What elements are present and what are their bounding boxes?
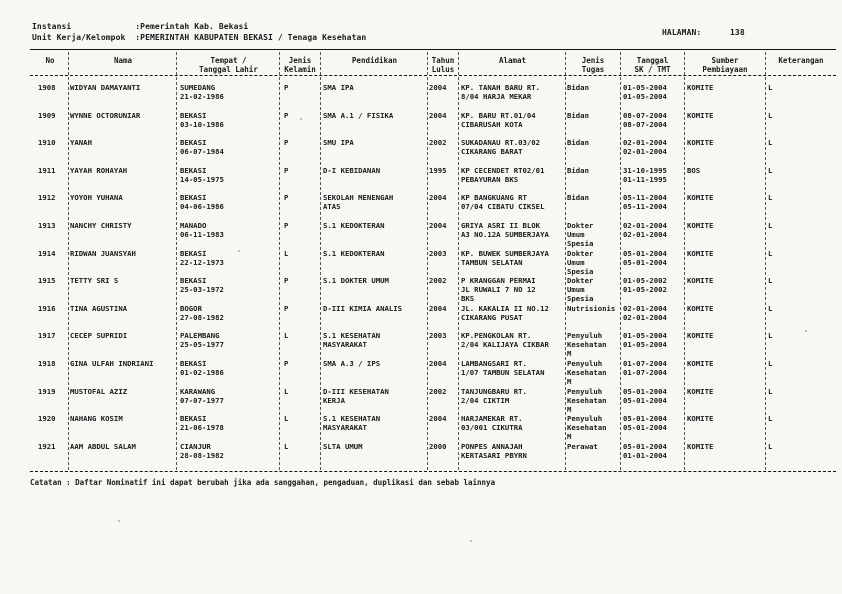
- col-header-keterangan: Keterangan: [778, 56, 824, 65]
- cell-no: 1913: [38, 221, 56, 230]
- column-divider: [565, 52, 566, 470]
- cell-pend1: SMA A.3 / IPS: [323, 359, 381, 368]
- cell-ket: L: [768, 359, 773, 368]
- cell-no: 1914: [38, 248, 56, 258]
- halaman-label: HALAMAN:: [662, 28, 702, 37]
- cell-tugas3: Spesia: [567, 294, 594, 304]
- cell-nama: WYNNE OCTORUNIAR: [70, 110, 141, 120]
- cell-jk: P: [284, 165, 289, 175]
- cell-tugas1: Penyuluh: [567, 359, 603, 368]
- cell-tahun: 2002: [429, 276, 447, 286]
- col-header-pembiayaan: Pembiayaan: [702, 65, 748, 74]
- column-divider: [458, 52, 459, 470]
- cell-jk: P: [284, 276, 289, 286]
- cell-nama: YOYOH YUHANA: [70, 193, 123, 203]
- cell-ket: L: [768, 221, 773, 230]
- cell-no: 1919: [38, 386, 56, 396]
- cell-alamat1: LAMBANGSARI RT.: [461, 359, 527, 368]
- cell-alamat2: CIKARANG PUSAT: [461, 312, 523, 322]
- cell-jk: L: [284, 248, 289, 258]
- cell-tahun: 2002: [429, 138, 447, 148]
- column-divider: [620, 52, 621, 470]
- column-divider: [765, 52, 766, 470]
- cell-alamat2: JL RUWALI 7 NO 12: [461, 285, 536, 295]
- scan-speck: [118, 520, 120, 522]
- cell-tempat: BEKASI: [180, 110, 207, 120]
- cell-ket: L: [768, 414, 773, 424]
- cell-tugas3: Spesia: [567, 266, 594, 276]
- cell-tugas1: Penyuluh: [567, 386, 603, 396]
- cell-pend1: D-III KESEHATAN: [323, 386, 389, 396]
- cell-sk1: 01-05-2004: [623, 331, 667, 341]
- col-header-no: No: [45, 56, 55, 65]
- cell-tgl: 03-10-1986: [180, 119, 224, 129]
- col-header-alamat: Alamat: [498, 56, 527, 65]
- cell-jk: L: [284, 386, 289, 396]
- cell-alamat2: 03/001 CIKUTRA: [461, 423, 523, 433]
- cell-no: 1918: [38, 359, 56, 368]
- cell-jk: P: [284, 193, 289, 203]
- scan-speck: [470, 540, 472, 542]
- cell-alamat1: PONPES ANNAJAH: [461, 441, 523, 451]
- cell-tahun: 2000: [429, 441, 447, 451]
- cell-sk2: 05-11-2004: [623, 202, 667, 212]
- cell-pend1: SLTA UMUM: [323, 441, 363, 451]
- cell-tahun: 2004: [429, 83, 447, 92]
- cell-nama: AAM ABDUL SALAM: [70, 441, 136, 451]
- cell-tempat: CIANJUR: [180, 441, 211, 451]
- cell-alamat2: 8/04 HARJA MEKAR: [461, 92, 532, 101]
- cell-tgl: 25-05-1977: [180, 340, 224, 350]
- cell-sk2: 02-01-2004: [623, 230, 667, 239]
- cell-tugas1: Dokter: [567, 221, 594, 230]
- cell-sk2: 08-07-2004: [623, 119, 667, 129]
- cell-tgl: 22-12-1973: [180, 257, 224, 267]
- cell-sk1: 01-05-2004: [623, 83, 667, 92]
- cell-sumber: KOMITE: [687, 110, 714, 120]
- cell-alamat2: PEBAYURAN BKS: [461, 174, 519, 184]
- cell-tugas1: Bidan: [567, 83, 589, 92]
- cell-pend1: S.1 KEDOKTERAN: [323, 248, 385, 258]
- cell-jk: P: [284, 110, 289, 120]
- cell-tugas3: M: [567, 377, 572, 386]
- cell-sk2: 05-01-2004: [623, 257, 667, 267]
- cell-tgl: 06-07-1984: [180, 147, 224, 157]
- column-divider: [176, 52, 177, 470]
- cell-pend2: MASYARAKAT: [323, 340, 367, 350]
- cell-alamat1: KP CECENDET RT02/01: [461, 165, 545, 175]
- cell-no: 1915: [38, 276, 56, 286]
- cell-ket: L: [768, 441, 773, 451]
- cell-tugas1: Dokter: [567, 276, 594, 286]
- cell-tugas2: Umum: [567, 257, 585, 267]
- column-divider: [684, 52, 685, 470]
- cell-nama: YANAH: [70, 138, 92, 148]
- cell-alamat1: P KRANGGAN PERMAI: [461, 276, 536, 286]
- cell-no: 1917: [38, 331, 56, 341]
- cell-tahun: 2003: [429, 331, 447, 341]
- cell-no: 1909: [38, 110, 56, 120]
- cell-sk2: 01-05-2004: [623, 92, 667, 101]
- cell-tugas1: Penyuluh: [567, 331, 603, 341]
- cell-ket: L: [768, 110, 773, 120]
- cell-tugas1: Bidan: [567, 193, 589, 203]
- cell-jk: P: [284, 359, 289, 368]
- cell-alamat1: TANJUNGBARU RT.: [461, 386, 527, 396]
- cell-tempat: BEKASI: [180, 276, 207, 286]
- cell-tugas1: Dokter: [567, 248, 594, 258]
- cell-tgl: 06-11-1983: [180, 230, 224, 239]
- cell-sk1: 31-10-1995: [623, 165, 667, 175]
- cell-ket: L: [768, 138, 773, 148]
- cell-tahun: 2003: [429, 248, 447, 258]
- cell-sk2: 01-01-2004: [623, 450, 667, 460]
- cell-nama: WIDYAN DAMAYANTI: [70, 83, 141, 92]
- col-header-sk-tmt: SK / TMT: [634, 65, 671, 74]
- scan-speck: [300, 118, 302, 120]
- cell-tugas1: Penyuluh: [567, 414, 603, 424]
- cell-sk2: 01-05-2004: [623, 340, 667, 350]
- cell-pend1: S.1 KEDOKTERAN: [323, 221, 385, 230]
- cell-tugas2: Umum: [567, 230, 585, 239]
- cell-tempat: KARAWANG: [180, 386, 216, 396]
- cell-alamat2: 07/04 CIBATU CIKSEL: [461, 202, 545, 212]
- cell-sk2: 02-01-2004: [623, 312, 667, 322]
- cell-ket: L: [768, 165, 773, 175]
- table-bottom-rule: [30, 471, 836, 472]
- cell-sk2: 01-11-1995: [623, 174, 667, 184]
- cell-nama: CECEP SUPRIDI: [70, 331, 128, 341]
- cell-ket: L: [768, 193, 773, 203]
- cell-sk2: 01-07-2004: [623, 368, 667, 377]
- cell-tgl: 21-06-1978: [180, 423, 224, 433]
- cell-alamat1: HARJAMEKAR RT.: [461, 414, 523, 424]
- col-header-tanggal-sk: Tanggal: [636, 56, 669, 65]
- cell-sumber: KOMITE: [687, 359, 714, 368]
- cell-tugas2: Kesehatan: [567, 395, 607, 405]
- cell-tugas2: Kesehatan: [567, 423, 607, 433]
- cell-sk2: 05-01-2004: [623, 395, 667, 405]
- cell-tgl: 14-05-1975: [180, 174, 224, 184]
- cell-tahun: 1995: [429, 165, 447, 175]
- column-divider: [320, 52, 321, 470]
- cell-tugas1: Bidan: [567, 110, 589, 120]
- cell-tahun: 2004: [429, 221, 447, 230]
- cell-tugas1: Perawat: [567, 441, 598, 451]
- col-header-tanggal-lahir: Tanggal Lahir: [199, 65, 258, 74]
- cell-ket: L: [768, 303, 773, 313]
- cell-tempat: BEKASI: [180, 248, 207, 258]
- scan-speck: [805, 330, 807, 332]
- cell-tahun: 2004: [429, 303, 447, 313]
- cell-sk1: 05-01-2004: [623, 414, 667, 424]
- cell-tempat: BOGOR: [180, 303, 202, 313]
- cell-sumber: KOMITE: [687, 221, 714, 230]
- cell-no: 1908: [38, 83, 56, 92]
- cell-sumber: BOS: [687, 165, 701, 175]
- cell-sk1: 08-07-2004: [623, 110, 667, 120]
- cell-alamat1: KP. BARU RT.01/04: [461, 110, 536, 120]
- cell-nama: MUSTOFAL AZIZ: [70, 386, 128, 396]
- cell-pend1: SMU IPA: [323, 138, 354, 148]
- cell-tahun: 2004: [429, 110, 447, 120]
- cell-no: 1911: [38, 165, 56, 175]
- cell-pend2: KERJA: [323, 395, 345, 405]
- cell-tugas1: Bidan: [567, 138, 589, 148]
- cell-tgl: 25-03-1972: [180, 285, 224, 295]
- cell-alamat2: 2/04 KALIJAYA CIKBAR: [461, 340, 549, 350]
- cell-pend1: S.1 DOKTER UMUM: [323, 276, 389, 286]
- footnote: Catatan : Daftar Nominatif ini dapat berubah jika ada sanggahan, pengaduan, duplikasi dan sebab lainnya: [30, 478, 496, 487]
- cell-pend1: SEKOLAH MENENGAH: [323, 193, 394, 203]
- cell-nama: YAYAH ROHAYAH: [70, 165, 128, 175]
- cell-tugas2: Kesehatan: [567, 368, 607, 377]
- cell-sumber: KOMITE: [687, 441, 714, 451]
- cell-jk: P: [284, 83, 289, 92]
- cell-jk: L: [284, 331, 289, 341]
- cell-pend1: D-I KEBIDANAN: [323, 165, 381, 175]
- column-divider: [427, 52, 428, 470]
- cell-tgl: 28-08-1982: [180, 450, 224, 460]
- col-header-jenis-tugas: Jenis: [581, 56, 605, 65]
- cell-tugas1: Nutrisionis: [567, 303, 616, 313]
- cell-tempat: MANADO: [180, 221, 207, 230]
- cell-sk2: 01-05-2002: [623, 285, 667, 295]
- cell-tempat: BEKASI: [180, 359, 207, 368]
- instansi-line: Instansi :Pemerintah Kab. Bekasi: [32, 22, 249, 31]
- col-header-lulus: Lulus: [431, 65, 455, 74]
- cell-sumber: KOMITE: [687, 414, 714, 424]
- column-divider: [68, 52, 69, 470]
- col-header-jenis-kelamin: Jenis: [288, 56, 312, 65]
- cell-pend1: SMA IPA: [323, 83, 354, 92]
- cell-alamat2: CIKARANG BARAT: [461, 147, 523, 157]
- cell-sumber: KOMITE: [687, 248, 714, 258]
- cell-alamat1: GRIYA ASRI II BLOK: [461, 221, 541, 230]
- cell-alamat2: A3 NO.12A SUMBERJAYA: [461, 230, 549, 239]
- cell-sk1: 05-01-2004: [623, 386, 667, 396]
- cell-no: 1920: [38, 414, 56, 424]
- cell-sumber: KOMITE: [687, 138, 714, 148]
- cell-tahun: 2004: [429, 359, 447, 368]
- cell-sumber: KOMITE: [687, 193, 714, 203]
- cell-no: 1916: [38, 303, 56, 313]
- cell-tempat: BEKASI: [180, 414, 207, 424]
- cell-sk1: 02-01-2004: [623, 303, 667, 313]
- cell-sumber: KOMITE: [687, 386, 714, 396]
- cell-sk1: 01-07-2004: [623, 359, 667, 368]
- cell-ket: L: [768, 276, 773, 286]
- col-header-tugas: Tugas: [581, 65, 605, 74]
- cell-tempat: BEKASI: [180, 193, 207, 203]
- cell-sk1: 02-01-2004: [623, 138, 667, 148]
- col-header-kelamin: Kelamin: [284, 65, 316, 74]
- cell-pend2: ATAS: [323, 202, 341, 212]
- col-header-sumber: Sumber: [711, 56, 739, 65]
- cell-alamat1: KP.PENGKOLAN RT.: [461, 331, 532, 341]
- cell-sumber: KOMITE: [687, 303, 714, 313]
- cell-alamat2: 1/07 TAMBUN SELATAN: [461, 368, 545, 377]
- cell-pend1: D-III KIMIA ANALIS: [323, 303, 403, 313]
- cell-tahun: 2004: [429, 414, 447, 424]
- cell-sumber: KOMITE: [687, 331, 714, 341]
- cell-tgl: 27-08-1982: [180, 312, 224, 322]
- cell-no: 1910: [38, 138, 56, 148]
- cell-ket: L: [768, 83, 773, 92]
- unit-kerja-line: Unit Kerja/Kelompok :PEMERINTAH KABUPATEN BEKASI / Tenaga Kesehatan: [32, 33, 367, 42]
- cell-jk: P: [284, 303, 289, 313]
- cell-nama: TETTY SRI S: [70, 276, 119, 286]
- cell-tgl: 04-06-1986: [180, 202, 224, 212]
- cell-tugas3: Spesia: [567, 239, 594, 248]
- cell-alamat1: SUKADANAU RT.03/02: [461, 138, 541, 148]
- cell-tempat: PALEMBANG: [180, 331, 220, 341]
- cell-ket: L: [768, 331, 773, 341]
- cell-sk1: 05-01-2004: [623, 248, 667, 258]
- cell-ket: L: [768, 386, 773, 396]
- cell-tgl: 07-07-1977: [180, 395, 224, 405]
- table-header-rule: [30, 75, 836, 76]
- cell-tgl: 21-02-1986: [180, 92, 224, 101]
- cell-tugas3: M: [567, 349, 572, 359]
- col-header-pendidikan: Pendidikan: [351, 56, 398, 65]
- cell-tempat: SUMEDANG: [180, 83, 216, 92]
- cell-ket: L: [768, 248, 773, 258]
- cell-tahun: 2004: [429, 193, 447, 203]
- table-top-rule: [30, 49, 836, 50]
- cell-nama: NANCHY CHRISTY: [70, 221, 132, 230]
- cell-sk1: 01-05-2002: [623, 276, 667, 286]
- cell-sk1: 05-11-2004: [623, 193, 667, 203]
- col-header-tahun: Tahun: [431, 56, 455, 65]
- cell-alamat2: TAMBUN SELATAN: [461, 257, 523, 267]
- cell-pend1: SMA A.1 / FISIKA: [323, 110, 394, 120]
- cell-alamat1: JL. KAKALIA II NO.12: [461, 303, 549, 313]
- cell-jk: L: [284, 441, 289, 451]
- cell-jk: L: [284, 414, 289, 424]
- cell-alamat1: KP BANGKUANG RT: [461, 193, 527, 203]
- cell-no: 1912: [38, 193, 56, 203]
- cell-alamat3: BKS: [461, 294, 475, 304]
- cell-alamat2: 2/04 CIKTIM: [461, 395, 510, 405]
- cell-sk1: 02-01-2004: [623, 221, 667, 230]
- scan-speck: [238, 250, 240, 252]
- cell-nama: GINA ULFAH INDRIANI: [70, 359, 154, 368]
- cell-sk2: 02-01-2004: [623, 147, 667, 157]
- cell-sumber: KOMITE: [687, 83, 714, 92]
- cell-tugas2: Umum: [567, 285, 585, 295]
- cell-pend1: S.1 KESEHATAN: [323, 414, 381, 424]
- cell-tempat: BEKASI: [180, 138, 207, 148]
- cell-pend1: S.1 KESEHATAN: [323, 331, 381, 341]
- col-header-nama: Nama: [113, 56, 133, 65]
- cell-sumber: KOMITE: [687, 276, 714, 286]
- cell-tugas3: M: [567, 404, 572, 414]
- cell-tahun: 2002: [429, 386, 447, 396]
- cell-pend2: MASYARAKAT: [323, 423, 367, 433]
- cell-alamat2: CIBARUSAH KOTA: [461, 119, 523, 129]
- halaman-value: 138: [730, 28, 745, 37]
- cell-nama: TINA AGUSTINA: [70, 303, 128, 313]
- cell-sk2: 05-01-2004: [623, 423, 667, 433]
- cell-tgl: 01-02-1986: [180, 368, 224, 377]
- column-divider: [279, 52, 280, 470]
- cell-alamat2: KERTASARI PBYRN: [461, 450, 527, 460]
- cell-tugas3: M: [567, 432, 572, 442]
- cell-tugas1: Bidan: [567, 165, 589, 175]
- cell-nama: NAHANG KOSIM: [70, 414, 123, 424]
- cell-jk: P: [284, 221, 289, 230]
- cell-no: 1921: [38, 441, 56, 451]
- cell-sk1: 05-01-2004: [623, 441, 667, 451]
- cell-nama: RIDWAN JUANSYAH: [70, 248, 136, 258]
- cell-tugas2: Kesehatan: [567, 340, 607, 350]
- col-header-tempat: Tempat /: [210, 56, 247, 65]
- cell-alamat1: KP. BUWEK SUMBERJAYA: [461, 248, 549, 258]
- cell-alamat1: KP. TANAH BARU RT.: [461, 83, 541, 92]
- cell-tempat: BEKASI: [180, 165, 207, 175]
- cell-jk: P: [284, 138, 289, 148]
